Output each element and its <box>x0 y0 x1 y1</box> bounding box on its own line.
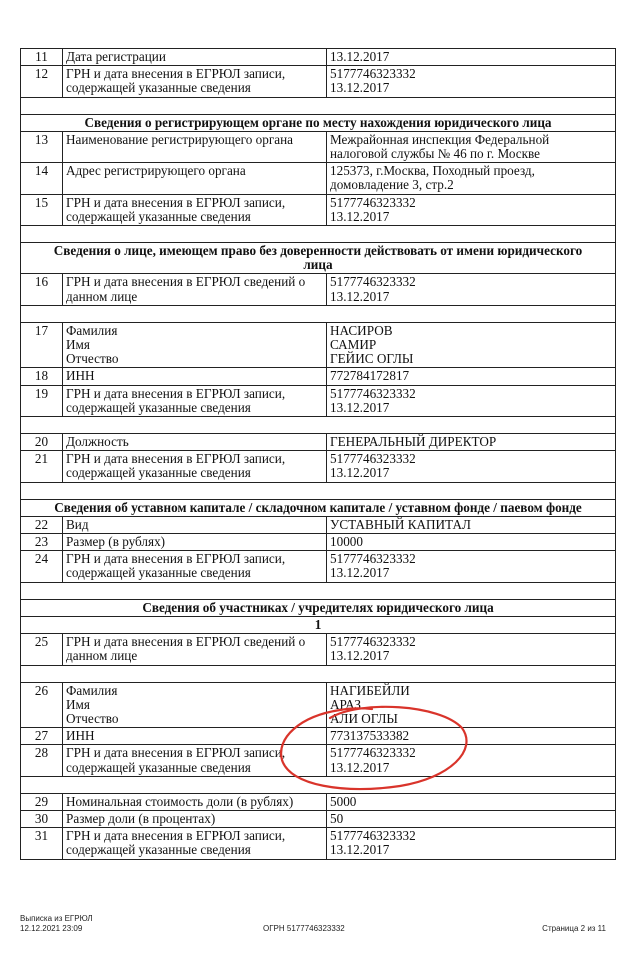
field-label: Фамилия Имя Отчество <box>63 323 327 368</box>
row-number: 18 <box>21 368 63 384</box>
field-label: ГРН и дата внесения в ЕГРЮЛ записи, содержащей указанные сведения <box>63 551 327 581</box>
footer-ogrn: ОГРН 5177746323332 <box>263 924 345 933</box>
table-row <box>20 534 616 551</box>
table-row <box>20 728 616 745</box>
footer-doc-name: Выписка из ЕГРЮЛ <box>20 914 93 923</box>
field-label: ИНН <box>63 728 327 744</box>
field-label: ГРН и дата внесения в ЕГРЮЛ сведений о данном лице <box>63 274 327 304</box>
field-label: ИНН <box>63 368 327 384</box>
footer-datetime: 12.12.2021 23:09 <box>20 924 83 933</box>
field-label: ГРН и дата внесения в ЕГРЮЛ записи, содержащей указанные сведения <box>63 451 327 481</box>
field-label: Наименование регистрирующего органа <box>63 132 327 162</box>
row-number: 31 <box>21 828 63 858</box>
field-value: 5177746323332 13.12.2017 <box>330 194 416 224</box>
table-row <box>20 66 616 97</box>
table-row <box>20 163 616 194</box>
table-row <box>20 386 616 417</box>
field-label: ГРН и дата внесения в ЕГРЮЛ записи, содержащей указанные сведения <box>63 386 327 416</box>
table-row <box>20 517 616 534</box>
extract-table <box>20 48 616 860</box>
field-value: 50 <box>330 810 344 826</box>
field-value: 5177746323332 13.12.2017 <box>330 551 416 581</box>
footer-left <box>20 914 93 934</box>
row-number: 21 <box>21 451 63 481</box>
field-value: 125373, г.Москва, Походный проезд, домовладение 3, стр.2 <box>330 163 535 193</box>
heading-text: Сведения о лице, имеющем право без доверенности действовать от имени юридического лица <box>53 243 583 273</box>
row-number: 30 <box>21 811 63 827</box>
page-footer <box>20 914 606 938</box>
row-number: 20 <box>21 434 63 450</box>
spacer-row <box>20 666 616 683</box>
field-value: Межрайонная инспекция Федеральной налоговой службы № 46 по г. Москве <box>330 131 550 162</box>
field-label: Вид <box>63 517 327 533</box>
field-value: 10000 <box>330 534 363 550</box>
table-row <box>20 434 616 451</box>
field-label: ГРН и дата внесения в ЕГРЮЛ записи, содержащей указанные сведения <box>63 745 327 775</box>
field-label: Номинальная стоимость доли (в рублях) <box>63 794 327 810</box>
spacer-row <box>20 306 616 323</box>
field-value: 773137533382 <box>330 728 410 744</box>
field-label: Должность <box>63 434 327 450</box>
row-number: 13 <box>21 132 63 162</box>
field-value: 5177746323332 13.12.2017 <box>330 274 416 304</box>
table-row <box>20 634 616 665</box>
field-value: 5177746323332 13.12.2017 <box>330 634 416 664</box>
field-label: Размер (в рублях) <box>63 534 327 550</box>
table-row <box>20 323 616 369</box>
heading-text: Сведения о регистрирующем органе по месту нахождения юридического лица <box>84 114 552 130</box>
section-heading <box>20 115 616 132</box>
section-heading <box>20 500 616 517</box>
table-row <box>20 48 616 66</box>
row-number: 19 <box>21 386 63 416</box>
row-number: 12 <box>21 66 63 96</box>
row-number: 25 <box>21 634 63 664</box>
spacer-row <box>20 583 616 600</box>
table-row <box>20 828 616 859</box>
row-number: 28 <box>21 745 63 775</box>
table-row <box>20 132 616 163</box>
row-number: 29 <box>21 794 63 810</box>
field-label: Дата регистрации <box>63 49 327 65</box>
row-number: 26 <box>21 683 63 728</box>
table-row <box>20 274 616 305</box>
field-value: 5177746323332 13.12.2017 <box>330 66 416 96</box>
row-number: 16 <box>21 274 63 304</box>
table-row <box>20 551 616 582</box>
section-heading <box>20 243 616 274</box>
row-number: 17 <box>21 323 63 368</box>
section-heading <box>20 600 616 617</box>
table-row <box>20 195 616 226</box>
field-value: 5177746323332 13.12.2017 <box>330 745 416 775</box>
row-number: 14 <box>21 163 63 193</box>
table-row <box>20 794 616 811</box>
spacer-row <box>20 98 616 115</box>
field-value: 5177746323332 13.12.2017 <box>330 828 416 858</box>
heading-text: 1 <box>314 616 322 632</box>
field-value: ГЕНЕРАЛЬНЫЙ ДИРЕКТОР <box>330 434 497 450</box>
heading-text: Сведения об участниках / учредителях юридического лица <box>142 599 494 615</box>
field-value: 5000 <box>330 793 357 809</box>
row-number: 27 <box>21 728 63 744</box>
field-value: НАСИРОВ САМИР ГЕЙИС ОГЛЫ <box>330 322 414 367</box>
row-number: 15 <box>21 195 63 225</box>
field-label: ГРН и дата внесения в ЕГРЮЛ записи, содержащей указанные сведения <box>63 66 327 96</box>
field-label: ГРН и дата внесения в ЕГРЮЛ сведений о данном лице <box>63 634 327 664</box>
spacer-row <box>20 777 616 794</box>
spacer-row <box>20 483 616 500</box>
field-label: Фамилия Имя Отчество <box>63 683 327 728</box>
field-value: УСТАВНЫЙ КАПИТАЛ <box>330 516 471 532</box>
field-label: ГРН и дата внесения в ЕГРЮЛ записи, содержащей указанные сведения <box>63 828 327 858</box>
field-value: 13.12.2017 <box>330 49 390 64</box>
spacer-row <box>20 417 616 434</box>
field-value: 772784172817 <box>330 368 410 384</box>
row-number: 22 <box>21 517 63 533</box>
spacer-row <box>20 226 616 243</box>
field-label: Размер доли (в процентах) <box>63 811 327 827</box>
row-number: 24 <box>21 551 63 581</box>
table-row <box>20 368 616 385</box>
row-number: 23 <box>21 534 63 550</box>
field-label: Адрес регистрирующего органа <box>63 163 327 193</box>
participant-number <box>20 617 616 634</box>
table-row <box>20 745 616 776</box>
table-row <box>20 451 616 482</box>
footer-page-number: Страница 2 из 11 <box>542 924 606 933</box>
row-number: 11 <box>21 49 63 65</box>
field-value: 5177746323332 13.12.2017 <box>330 385 416 415</box>
field-value: 5177746323332 13.12.2017 <box>330 451 416 481</box>
table-row <box>20 811 616 828</box>
heading-text: Сведения об уставном капитале / складочном капитале / уставном фонде / паевом фонде <box>54 499 582 515</box>
field-value: НАГИБЕЙЛИ АРАЗ АЛИ ОГЛЫ <box>330 682 410 726</box>
field-label: ГРН и дата внесения в ЕГРЮЛ записи, содержащей указанные сведения <box>63 195 327 225</box>
table-row <box>20 683 616 729</box>
